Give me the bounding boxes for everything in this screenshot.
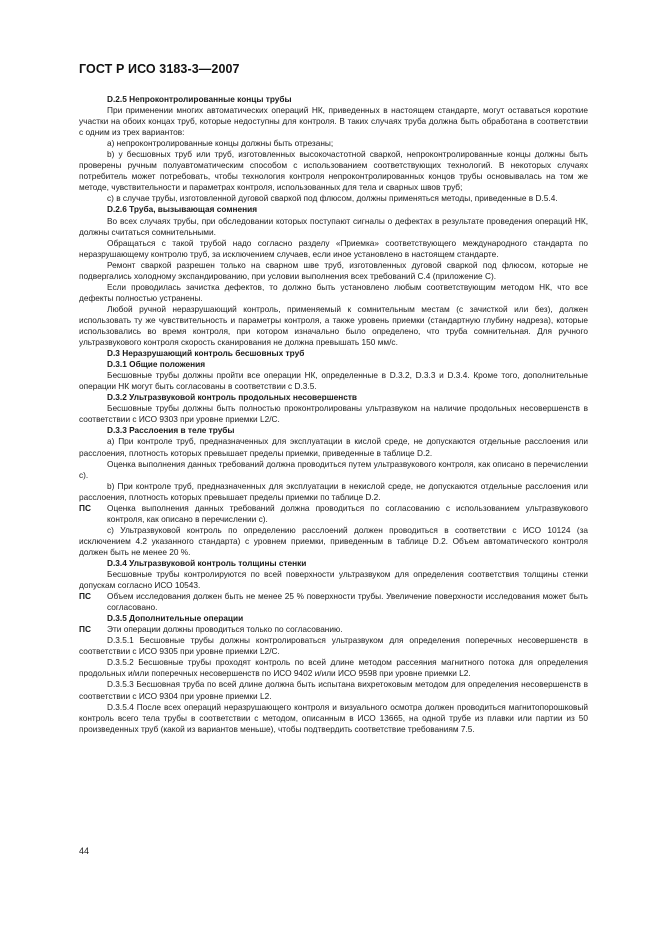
paragraph: Бесшовные трубы должны пройти все операции НК, определенные в D.3.2, D.3.3 и D.3.4. Кроме того, дополнительные операции НК могут быть согласованы в соответствии с D.3.5.	[79, 370, 588, 392]
paragraph: Бесшовные трубы должны быть полностью проконтролированы ультразвуком на наличие продольных несовершенств в соответствии с ИСО 9303 при уровне приемки L2/C.	[79, 403, 588, 425]
agreement-note	[79, 503, 588, 525]
section-heading-d32: D.3.2 Ультразвуковой контроль продольных несовершенств	[107, 392, 358, 403]
section-heading-d35: D.3.5 Дополнительные операции	[107, 613, 244, 624]
section-heading-d3: D.3 Неразрушающий контроль бесшовных труб	[107, 348, 305, 359]
list-item: b) При контроле труб, предназначенных для эксплуатации в некислой среде, не допускаются отдельные расслоения или расслоения, плотность которых превышает пределы приемки по таблице D.2.	[79, 480, 588, 502]
agreement-note	[79, 591, 588, 613]
paragraph: Во всех случаях трубы, при обследовании которых поступают сигналы о дефектах в результате проведения операций НК, должны считаться сомнительными.	[79, 215, 588, 237]
list-item: с) в случае трубы, изготовленной дуговой сваркой под флюсом, должны применяться методы, приведенные в D.5.4.	[107, 193, 558, 204]
page-number: 44	[79, 846, 90, 856]
agreement-text: Объем исследования должен быть не менее 25 % поверхности трубы. Увеличение поверхности исследования может быть согласовано.	[107, 591, 588, 613]
section-heading-d31: D.3.1 Общие положения	[107, 359, 206, 370]
paragraph: Если проводилась зачистка дефектов, то должно быть установлено любым соответствующим методом НК, что все дефекты полностью устранены.	[79, 281, 588, 303]
document-body	[79, 94, 588, 735]
section-heading-d26: D.2.6 Труба, вызывающая сомнения	[107, 204, 258, 215]
agreement-text: Эти операции должны проводиться только по согласованию.	[107, 624, 343, 635]
agreement-marker: ПС	[79, 502, 91, 513]
paragraph: D.3.5.2 Бесшовные трубы проходят контроль по всей длине методом рассеяния магнитного потока для определения продольных и/или поперечных несовершенств по ИСО 9402 и/или ИСО 9598 при уровне приемки L2.	[79, 657, 588, 679]
list-item: а) непроконтролированные концы должны быть отрезаны;	[107, 138, 334, 149]
agreement-text: Оценка выполнения данных требований должна проводиться по согласованию с использованием ультразвукового контроля, как описано в перечислении с).	[107, 502, 588, 524]
section-heading-d34: D.3.4 Ультразвуковой контроль толщины стенки	[107, 557, 307, 568]
paragraph: Бесшовные трубы контролируются по всей поверхности ультразвуком для определения соответствия толщины стенки допускам согласно ИСО 10543.	[79, 569, 588, 591]
list-item: b) у бесшовных труб или труб, изготовленных высокочастотной сваркой, непроконтролированные концы должны быть проверены ручным полуавтоматическим способом с использованием соответствующих технологий. В некоторых случаях потребитель может потребовать, чтобы технология контроля непроконтролированных концов трубы основывалась на том же методе, чувствительности и параметрах контроля, использованных для тела и сварных швов труб;	[79, 149, 588, 193]
paragraph: Обращаться с такой трубой надо согласно разделу «Приемка» соответствующего международного стандарта по неразрушающему контролю труб, за исключением случаев, если иное установлено в настоящем стандарте.	[79, 237, 588, 259]
list-item: а) При контроле труб, предназначенных для эксплуатации в кислой среде, не допускаются отдельные расслоения или расслоения, плотность которых превышает пределы приемки, приведенные в таблице D.2.	[79, 436, 588, 458]
agreement-note	[79, 624, 588, 635]
section-heading-d33: D.3.3 Расслоения в теле трубы	[107, 425, 235, 436]
paragraph: D.3.5.3 Бесшовная труба по всей длине должна быть испытана вихретоковым методом для определения несовершенств в соответствии с ИСО 9304 при уровне приемки L2.	[79, 679, 588, 701]
document-header-title: ГОСТ Р ИСО 3183-3—2007	[79, 62, 240, 76]
paragraph: Любой ручной неразрушающий контроль, применяемый к сомнительным местам (с зачисткой или без), должен использовать ту же чувствительность и параметры контроля, а также уровень приемки (стандартную глубину надреза), которые использовались во время контроля, при котором изначально было определено, что труба сомнительная. Для ручного ультразвукового контроля скорость сканирования не должна превышать 150 мм/с.	[79, 303, 588, 348]
paragraph: D.3.5.1 Бесшовные трубы должны контролироваться ультразвуком для определения поперечных несовершенств в соответствии с ИСО 9305 при уровне приемки L2/C.	[79, 635, 588, 657]
paragraph: Оценка выполнения данных требований должна проводиться путем ультразвукового контроля, как описано в перечислении с).	[79, 458, 588, 480]
agreement-marker: ПС	[79, 624, 91, 635]
agreement-marker: ПС	[79, 591, 91, 602]
paragraph: D.3.5.4 После всех операций неразрушающего контроля и визуального осмотра должен проводиться магнитопорошковый контроль всего тела трубы в соответствии с методом, описанным в ИСО 13665, на одной трубе из плавки или партии из 50 произведенных труб (какой из вариантов меньше), чтобы подтвердить соответствие требованиям 7.5.	[79, 701, 588, 734]
list-item: с) Ультразвуковой контроль по определению расслоений должен проводиться в соответствии с ИСО 10124 (за исключением 4.2 указанного стандарта) с уровнем приемки, приведенным в таблице D.2. Объем автоматического контроля должен быть не менее 20 %.	[79, 524, 588, 557]
section-heading-d25: D.2.5 Непроконтролированные концы трубы	[107, 94, 292, 104]
paragraph: При применении многих автоматических операций НК, приведенных в настоящем стандарте, могут оставаться короткие участки на обоих концах труб, которые недоступны для контроля. В таких случаях труба должна быть обработана в соответствии с одним из трех вариантов:	[79, 105, 588, 138]
paragraph: Ремонт сваркой разрешен только на сварном шве труб, изготовленных дуговой сваркой под флюсом, которые не подвергались холодному экспандированию, при условии выполнения всех требований С.4 (приложение С).	[79, 259, 588, 281]
